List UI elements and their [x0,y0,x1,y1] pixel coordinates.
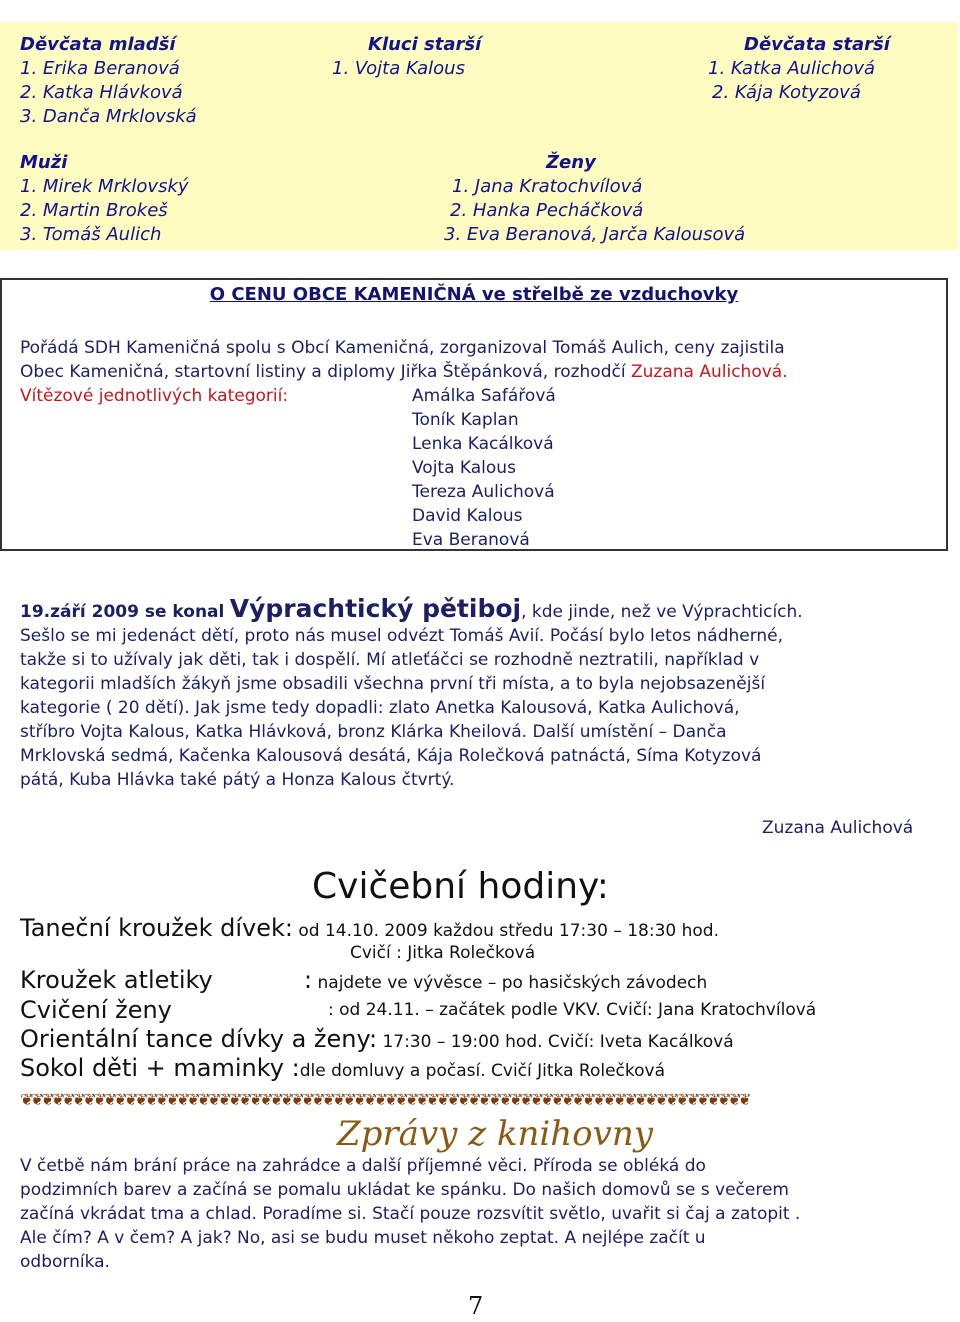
schedule-row-1-detail: od 14.10. 2009 každou středu 17:30 – 18:30 hod. [292,921,719,941]
schedule-row-3-detail: najdete ve vývěsce – po hasičských závodech [312,973,708,993]
girls-younger-1: 1. Erika Beranová [20,58,180,79]
results-box [0,22,958,250]
pentathlon-line-1: Sešlo se mi jedenáct dětí, proto nás musel odvézt Tomáš Avií. Počásí bylo letos nádherné, [20,626,784,646]
men-3: 3. Tomáš Aulich [20,224,162,245]
schedule-row-6 [20,1054,665,1082]
schedule-row-4 [20,996,172,1024]
girls-older-1: 1. Katka Aulichová [708,58,876,79]
schedule-row-5 [20,1025,734,1053]
pentathlon-event: Výprachtický pětiboj [229,594,522,623]
winner-3: Lenka Kacálková [412,434,554,454]
schedule-row-2 [350,943,535,963]
girls-younger-2: 2. Katka Hlávková [20,82,183,103]
schedule-row-1-name: Taneční kroužek dívek: [20,914,293,942]
pentathlon-line-6: Mrklovská sedmá, Kačenka Kalousová desátá, Kája Rolečková patnáctá, Síma Kotyzová [20,746,762,766]
girls-older-2: 2. Kája Kotyzová [712,82,861,103]
library-line-5: odborníka. [20,1252,110,1272]
library-line-2: podzimních barev a začíná se pomalu ukládat ke spánku. Do našich domovů se s večerem [20,1180,789,1200]
schedule-row-3 [20,966,213,994]
schedule-row-4-colon: : [328,1000,334,1020]
schedule-row-4-right [328,1000,816,1020]
schedule-row-3-colon: : [304,966,313,994]
shooting-line-1: Pořádá SDH Kameničná spolu s Obcí Kameničná, zorganizoval Tomáš Aulich, ceny zajistila [20,338,785,358]
shooting-line-2: Obec Kameničná, startovní listiny a diplomy Jiřka Štěpánková, rozhodčí [20,362,626,382]
pentathlon-rest: , kde jinde, než ve Výprachticích. [521,602,803,622]
winner-6: David Kalous [412,506,523,526]
pentathlon-line-2: takže si to užívaly jak děti, tak i dospělí. Mí atleťáčci se rozhodně neztratili, například v [20,650,760,670]
ornament-divider: ❦❦❦❦❦❦❦❦❦❦❦❦❦❦❦❦❦❦❦❦❦❦❦❦❦❦❦❦❦❦❦❦❦❦❦❦❦❦❦❦❦❦❦❦❦❦❦❦❦❦❦❦❦❦❦❦❦❦❦❦❦❦❦❦❦❦❦❦❦❦ [20,1090,749,1106]
women-title: Ženy [546,152,596,173]
schedule-row-3-name: Kroužek atletiky [20,966,213,994]
men-1: 1. Mirek Mrklovský [20,176,189,197]
pentathlon-date: 19.září 2009 se konal [20,602,225,622]
women-2: 2. Hanka Pecháčková [450,200,644,221]
shooting-box [0,278,948,551]
winner-2: Toník Kaplan [412,410,519,430]
winner-1: Amálka Safářová [412,386,556,406]
shooting-title: O CENU OBCE KAMENIČNÁ ve střelbě ze vzduchovky [209,284,739,305]
pentathlon-line-4: kategorie ( 20 dětí). Jak jsme tedy dopadli: zlato Anetka Kalousová, Katka Aulichová, [20,698,740,718]
schedule-row-5-detail: 17:30 – 19:00 hod. Cvičí: Iveta Kacálková [377,1032,734,1052]
winner-5: Tereza Aulichová [412,482,555,502]
schedule-row-1 [20,914,719,942]
winners-label: Vítězové jednotlivých kategorií: [20,386,289,406]
winner-4: Vojta Kalous [412,458,516,478]
library-line-1: V četbě nám brání práce na zahrádce a další příjemné věci. Příroda se obléká do [20,1156,706,1176]
shooting-line-2-wrap [20,362,788,382]
library-line-4: Ale čím? A v čem? A jak? No, asi se budu muset někoho zeptat. A nejlépe začít u [20,1228,706,1248]
women-3: 3. Eva Beranová, Jarča Kalousová [444,224,746,245]
schedule-row-3-right [304,966,707,994]
pentathlon-line-3: kategorii mladších žákyň jsme obsadili všechna první tři místa, a to byla nejobsazenější [20,674,766,694]
schedule-row-6-name: Sokol děti + maminky : [20,1054,300,1082]
library-line-3: začíná vkrádat tma a chlad. Poradíme si. Stačí pouze rozsvítit světlo, uvařit si čaj a zatopit . [20,1204,801,1224]
schedule-title: Cvičební hodiny: [312,866,609,907]
girls-younger-3: 3. Danča Mrklovská [20,106,197,127]
girls-older-title: Děvčata starší [744,34,890,55]
pentathlon-line-7: pátá, Kuba Hlávka také pátý a Honza Kalous čtvrtý. [20,770,455,790]
boys-older-title: Kluci starší [368,34,482,55]
library-title: Zprávy z knihovny [337,1114,653,1154]
page-number: 7 [468,1292,484,1320]
pentathlon-first-line [20,594,803,623]
schedule-row-4-name: Cvičení ženy [20,996,172,1024]
men-title: Muži [20,152,68,173]
shooting-referee: Zuzana Aulichová. [630,362,788,382]
girls-younger-title: Děvčata mladší [20,34,176,55]
schedule-row-4-detail: od 24.11. – začátek podle VKV. Cvičí: Jana Kratochvílová [333,1000,817,1020]
schedule-row-2-detail: Cvičí : Jitka Rolečková [350,943,536,963]
pentathlon-author: Zuzana Aulichová [762,818,914,838]
boys-older-1: 1. Vojta Kalous [332,58,465,79]
schedule-row-5-name: Orientální tance dívky a ženy: [20,1025,378,1053]
pentathlon-line-5: stříbro Vojta Kalous, Katka Hlávková, bronz Klárka Kheilová. Další umístění – Danča [20,722,727,742]
women-1: 1. Jana Kratochvílová [452,176,643,197]
winner-7: Eva Beranová [412,530,530,550]
schedule-row-6-detail: dle domluvy a počasí. Cvičí Jitka Rolečková [299,1061,666,1081]
men-2: 2. Martin Brokeš [20,200,168,221]
